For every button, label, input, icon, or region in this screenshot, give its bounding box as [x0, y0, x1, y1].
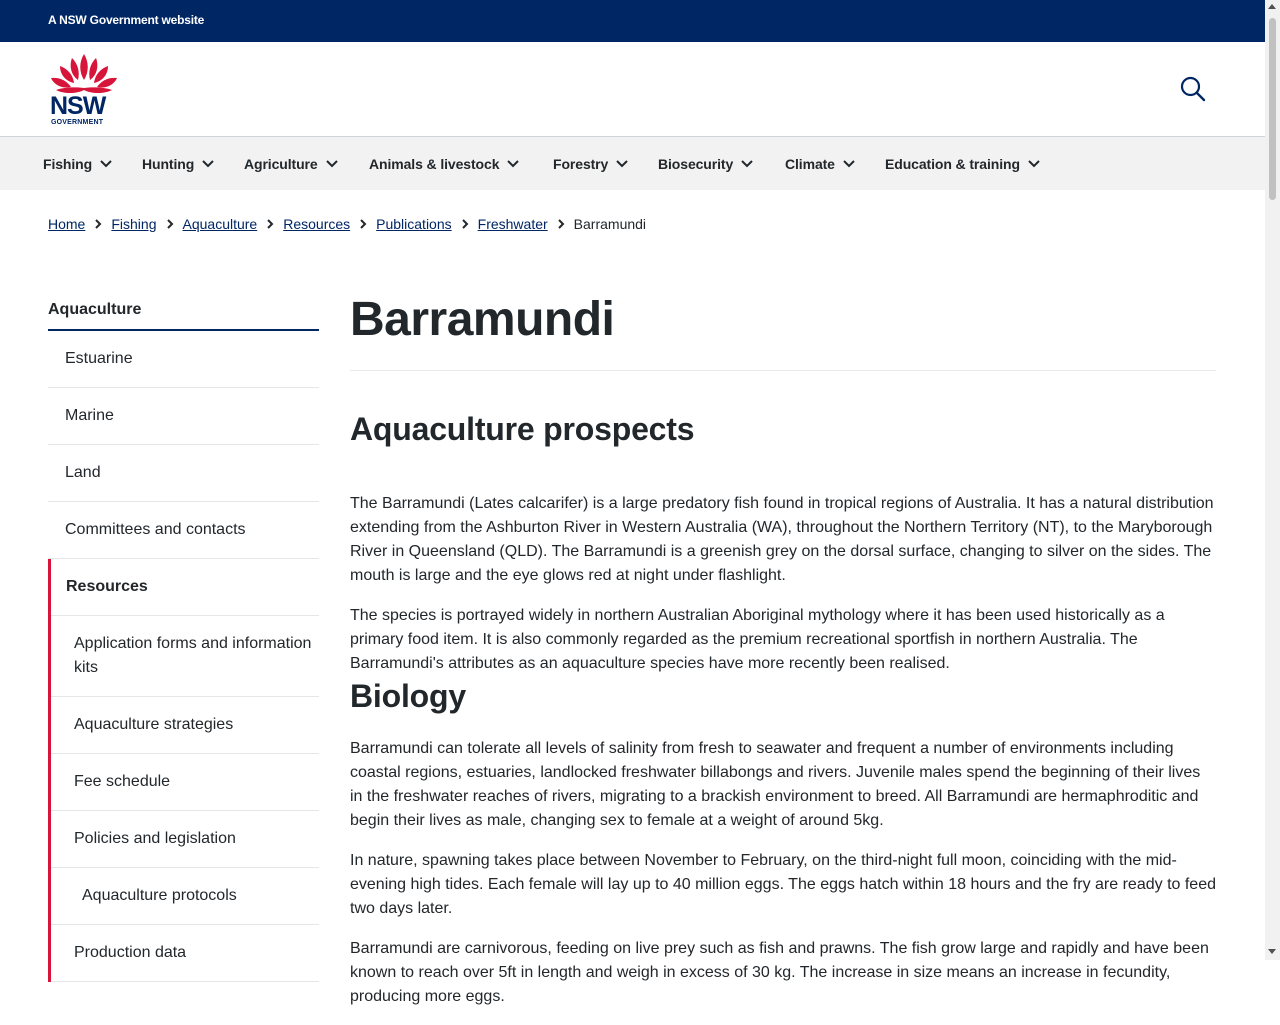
site-header — [0, 42, 1265, 137]
chevron-down-icon — [202, 160, 214, 168]
sidenav-item-fee-schedule[interactable]: Fee schedule — [51, 754, 319, 811]
breadcrumb-link-aquaculture[interactable]: Aquaculture — [182, 216, 258, 232]
nav-label: Animals & livestock — [369, 156, 500, 172]
sidenav-item-policies-legislation[interactable]: Policies and legislation — [51, 811, 319, 868]
paragraph: Barramundi are carnivorous, feeding on live prey such as fish and prawns. The fish grow large and rapidly and have been known to reach over 5ft in length and weigh in excess of 30 kg. The increase in size means an increase in fecundity, producing more eggs. — [350, 940, 1209, 1005]
page-scrollbar[interactable] — [1265, 0, 1280, 960]
chevron-down-icon — [741, 160, 753, 168]
breadcrumb-link-resources[interactable]: Resources — [283, 216, 351, 232]
nav-item-forestry[interactable] — [553, 156, 628, 172]
chevron-right-icon — [267, 219, 274, 229]
logo-subtext: GOVERNMENT — [51, 119, 104, 126]
sidenav-item-application-forms[interactable]: Application forms and information kits — [51, 616, 319, 697]
chevron-right-icon — [360, 219, 367, 229]
chevron-right-icon — [462, 219, 469, 229]
chevron-down-icon — [507, 160, 519, 168]
nav-label: Hunting — [142, 156, 195, 172]
nav-item-biosecurity[interactable] — [658, 156, 753, 172]
nav-item-animals-livestock[interactable] — [369, 156, 519, 172]
chevron-down-icon — [843, 160, 855, 168]
nav-item-fishing[interactable] — [43, 156, 112, 172]
masthead — [0, 0, 1265, 42]
nav-label: Education & training — [885, 156, 1020, 172]
breadcrumb-link-publications[interactable]: Publications — [376, 216, 452, 232]
sidenav-item-committees[interactable]: Committees and contacts — [48, 502, 319, 559]
breadcrumb-link-freshwater[interactable]: Freshwater — [477, 216, 548, 232]
scroll-up-icon[interactable] — [1268, 4, 1276, 9]
chevron-right-icon — [95, 219, 102, 229]
sidenav-item-aquaculture-strategies[interactable]: Aquaculture strategies — [51, 697, 319, 754]
chevron-down-icon — [100, 160, 112, 168]
nav-item-agriculture[interactable] — [244, 156, 338, 172]
breadcrumb-current: Barramundi — [573, 216, 647, 232]
sidenav-item-production-data[interactable]: Production data — [51, 925, 319, 982]
nav-label: Agriculture — [244, 156, 318, 172]
breadcrumb-link-home[interactable]: Home — [48, 216, 86, 232]
sidenav-heading[interactable]: Aquaculture — [48, 294, 319, 331]
paragraph: In nature, spawning takes place between November to February, on the third-night full moon, coinciding with the mid-evening high tides. Each female will lay up to 40 million eggs. The eggs hatch within 18 hours and the fry are ready to feed two days later. — [350, 852, 1216, 917]
paragraph: The Barramundi (Lates calcarifer) is a large predatory fish found in tropical regions of Australia. It has a natural distribution extending from the Ashburton River in Western Australia (WA), throughout the Northern Territory (NT), to the Maryborough River in Queensland (QLD). The Barramundi is a greenish grey on the dorsal surface, changing to silver on the sides. The mouth is large and the eye glows red at night under flashlight. — [350, 495, 1214, 584]
masthead-text: A NSW Government website — [48, 13, 205, 27]
nav-item-education-training[interactable] — [885, 156, 1040, 172]
side-navigation — [48, 294, 319, 982]
breadcrumb-link-fishing[interactable]: Fishing — [111, 216, 157, 232]
section-heading-prospects: Aquaculture prospects — [350, 411, 695, 447]
search-button[interactable] — [1178, 74, 1208, 104]
sidenav-item-marine[interactable]: Marine — [48, 388, 319, 445]
main-navigation — [0, 137, 1265, 190]
nav-item-hunting[interactable] — [142, 156, 214, 172]
main-content — [350, 292, 1216, 1025]
chevron-down-icon — [326, 160, 338, 168]
sidenav-item-estuarine[interactable]: Estuarine — [48, 331, 319, 388]
scroll-thumb[interactable] — [1269, 18, 1276, 200]
paragraph: The species is portrayed widely in northern Australian Aboriginal mythology where it has been used historically as a primary food item. It is also commonly regarded as the premium recreational sportfish in northern Australia. The Barramundi's attributes as an aquaculture species have more recently been realised. — [350, 607, 1165, 672]
sidenav-item-land[interactable]: Land — [48, 445, 319, 502]
sidenav-item-resources[interactable]: Resources — [51, 559, 319, 616]
nav-label: Fishing — [43, 156, 93, 172]
page-title: Barramundi — [350, 293, 615, 346]
breadcrumb — [48, 216, 646, 232]
nav-label: Biosecurity — [658, 156, 734, 172]
chevron-down-icon — [616, 160, 628, 168]
section-heading-biology: Biology — [350, 678, 466, 714]
chevron-down-icon — [1028, 160, 1040, 168]
nav-label: Climate — [785, 156, 835, 172]
divider — [350, 370, 1216, 371]
chevron-right-icon — [558, 219, 565, 229]
nav-label: Forestry — [553, 156, 609, 172]
logo-text: NSW — [50, 92, 106, 120]
paragraph: Barramundi can tolerate all levels of salinity from fresh to seawater and frequent a number of environments including coastal regions, estuaries, landlocked freshwater billabongs and rivers. Juvenile males spend the beginning of their lives in the freshwater reaches of rivers, migrating to a brackish environment to breed. All Barramundi are hermaphroditic and begin their lives as male, changing sex to female at a weight of around 5kg. — [350, 740, 1201, 829]
chevron-right-icon — [167, 219, 174, 229]
sidenav-item-aquaculture-protocols[interactable]: Aquaculture protocols — [51, 868, 319, 925]
sidenav-group-resources — [48, 559, 319, 982]
scroll-down-icon[interactable] — [1268, 949, 1276, 954]
nav-item-climate[interactable] — [785, 156, 855, 172]
search-icon — [1178, 74, 1208, 104]
